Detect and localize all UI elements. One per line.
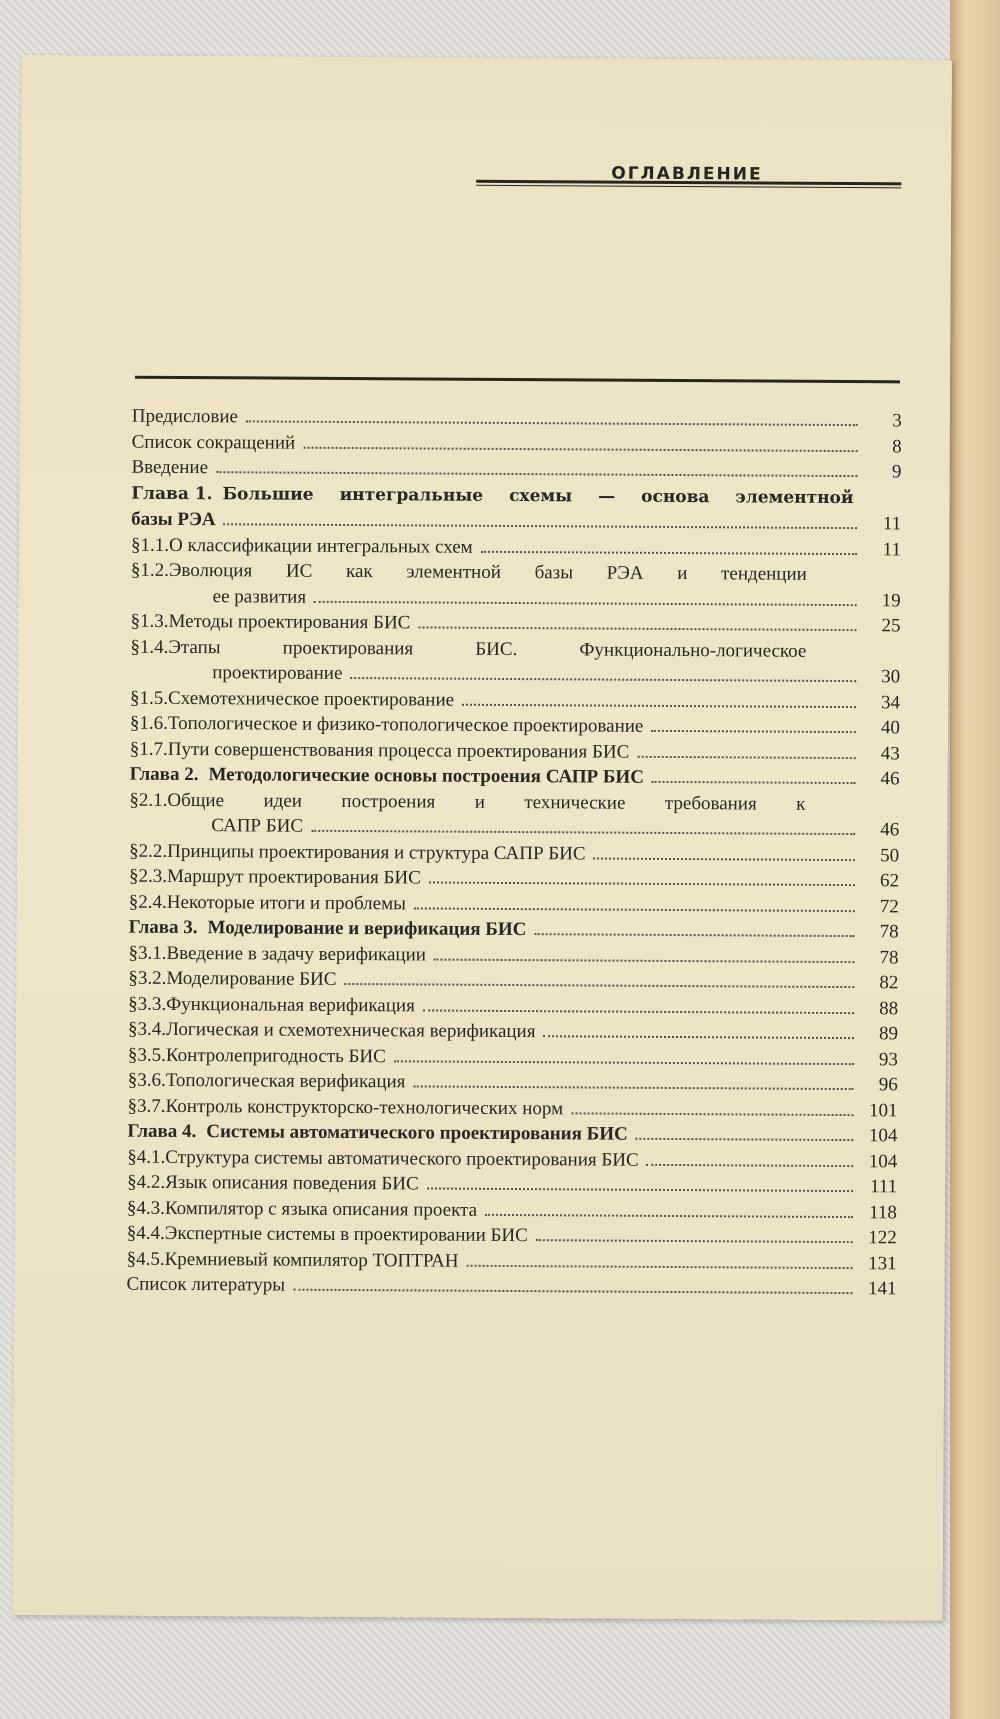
section-symbol: §: [127, 1069, 138, 1091]
toc-entry-text: Общие идеи построения и технические требования к: [167, 789, 806, 815]
page-number: 96: [878, 1074, 898, 1096]
toc-entry-text: Методы проектирования БИС: [168, 610, 411, 634]
page-title: ОГЛАВЛЕНИЕ: [611, 163, 763, 185]
leader-dots: [394, 1056, 854, 1065]
toc-entry-text: Контролепригодность БИС: [165, 1044, 386, 1067]
section-symbol: §: [128, 993, 138, 1015]
leader-dots: [418, 622, 856, 631]
page-number: 40: [880, 717, 900, 739]
toc-entry-text: Предисловие: [131, 405, 239, 428]
page-number: 89: [878, 1023, 899, 1045]
page-number: 82: [879, 972, 899, 994]
toc-entry-text: Введение: [131, 456, 209, 479]
chapter-label: Глава 2.: [129, 763, 199, 786]
section-symbol: §: [126, 1248, 137, 1270]
section-number: 1.3.: [139, 610, 169, 632]
leader-dots: [534, 929, 854, 937]
page-number: 43: [880, 742, 900, 764]
chapter-label: Глава 4.: [127, 1120, 197, 1143]
leader-dots: [485, 1209, 853, 1217]
section-symbol: §: [126, 1222, 137, 1244]
section-number: 4.1.: [136, 1146, 166, 1168]
toc-entry-text: Список литературы: [126, 1273, 286, 1296]
leader-dots: [543, 1031, 854, 1039]
page-number: 34: [880, 691, 901, 713]
page-number: 141: [867, 1278, 897, 1300]
toc-entry-text: Структура системы автоматического проектирования БИС: [165, 1146, 639, 1171]
section-number: 4.2.: [136, 1171, 166, 1193]
toc-entry-text: Схемотехническое проектирование: [168, 687, 455, 711]
section-symbol: §: [130, 610, 141, 632]
toc-entry-text: Эволюция ИС как элементной базы РЭА и тенденции: [168, 559, 807, 585]
section-number: 3.5.: [137, 1044, 166, 1066]
page-number: 72: [879, 895, 899, 917]
section-number: 1.6.: [139, 712, 168, 734]
leader-dots: [303, 442, 857, 451]
leader-dots: [637, 751, 855, 758]
toc-entry-text: Язык описания поведения БИС: [165, 1171, 419, 1195]
page-number: 118: [869, 1201, 898, 1223]
leader-dots: [434, 954, 855, 963]
section-symbol: §: [128, 891, 139, 913]
toc-entry-text: САПР БИС: [211, 815, 304, 837]
toc-entry-text: Топологическое и физико-топологическое проектирование: [167, 712, 644, 737]
leader-dots: [571, 1108, 853, 1116]
section-number: 2.1.: [138, 789, 168, 811]
page-number: 78: [879, 946, 899, 968]
toc-entry-text: Моделирование и верификация БИС: [207, 917, 527, 941]
toc-entry-text: ее развития: [212, 585, 307, 608]
toc-entry-text: Некоторые итоги и проблемы: [166, 891, 406, 914]
section-number: 3.4.: [137, 1018, 167, 1040]
section-symbol: §: [128, 942, 139, 964]
leader-dots: [466, 1260, 852, 1268]
section-symbol: §: [130, 534, 141, 556]
section-number: 4.5.: [136, 1248, 165, 1270]
toc-entry-text: Список сокращений: [131, 431, 296, 454]
section-number: 4.4.: [136, 1222, 165, 1244]
toc-entry-text: Пути совершенствования процесса проектирования БИС: [167, 738, 630, 763]
section-symbol: §: [127, 1095, 138, 1117]
section-symbol: §: [128, 865, 139, 887]
leader-dots: [344, 979, 854, 988]
leader-dots: [594, 853, 856, 861]
leader-dots: [293, 1285, 852, 1294]
section-number: 4.3.: [136, 1197, 166, 1219]
leader-dots: [427, 1183, 853, 1192]
section-symbol: §: [127, 1044, 138, 1066]
leader-dots: [413, 1081, 853, 1090]
toc-entry-text: Методологические основы построения САПР БИС: [208, 764, 645, 788]
page-number: 50: [880, 844, 900, 866]
page-number: 30: [881, 666, 901, 688]
section-symbol: §: [127, 1018, 138, 1040]
leader-dots: [651, 726, 856, 733]
page-number: 9: [891, 461, 902, 483]
leader-dots: [216, 467, 857, 477]
leader-dots: [429, 878, 855, 887]
toc-entry-text: Кремниевый компилятор ТОПТРАН: [164, 1248, 459, 1272]
toc-entry-text: Функциональная верификация: [166, 993, 415, 1016]
page-number: 111: [869, 1176, 898, 1198]
leader-dots: [462, 699, 856, 707]
page-number: 46: [880, 819, 900, 841]
toc-entry-text: Моделирование БИС: [166, 967, 337, 990]
page-number: 88: [879, 997, 899, 1019]
toc-entry-text: Системы автоматического проектирования БИС: [206, 1121, 628, 1145]
toc-entry-text: О классификации интегральных схем: [168, 534, 473, 558]
page-number: 131: [868, 1252, 897, 1274]
toc-entry-text: Логическая и схемотехническая верификация: [165, 1018, 536, 1043]
toc-entry-text: Контроль конструкторско-технологических норм: [165, 1095, 564, 1119]
leader-dots: [246, 416, 858, 426]
table-of-contents: [126, 404, 901, 1302]
leader-dots: [647, 1159, 854, 1166]
section-number: 2.3.: [138, 865, 168, 887]
section-number: 3.1.: [137, 942, 167, 964]
section-number: 3.7.: [137, 1095, 166, 1117]
book-edge: [950, 0, 1000, 1719]
section-symbol: §: [129, 840, 139, 862]
section-number: 3.3.: [137, 993, 167, 1015]
leader-dots: [311, 826, 855, 835]
toc-entry-text: проектирование: [212, 662, 343, 684]
section-symbol: §: [127, 1171, 137, 1193]
leader-dots: [224, 519, 858, 529]
book-page: [12, 55, 952, 1621]
section-number: 1.1.: [140, 534, 170, 556]
section-symbol: §: [129, 789, 140, 811]
toc-entry-text: Компилятор с языка описания проекта: [164, 1197, 478, 1221]
leader-dots: [314, 596, 857, 605]
page-number: 104: [868, 1125, 898, 1147]
section-number: 2.4.: [138, 891, 167, 913]
title-rule: [476, 180, 901, 189]
page-number: 104: [868, 1150, 898, 1172]
page-number: 101: [869, 1099, 898, 1121]
section-number: 1.5.: [139, 687, 169, 709]
section-symbol: §: [129, 738, 140, 760]
section-symbol: §: [130, 687, 140, 709]
section-symbol: §: [129, 712, 140, 734]
section-number: 2.2.: [138, 840, 168, 862]
leader-dots: [652, 777, 856, 784]
section-symbol: §: [127, 1146, 137, 1168]
section-symbol: §: [126, 1197, 137, 1219]
chapter-label: Глава 1.: [131, 483, 213, 504]
toc-entry-text: Топологическая верификация: [165, 1069, 406, 1093]
section-number: 3.2.: [137, 967, 167, 989]
leader-dots: [536, 1235, 853, 1243]
toc-entry-text: Маршрут проектирования БИС: [166, 865, 421, 889]
section-number: 1.7.: [139, 738, 168, 760]
toc-entry-text: базы РЭА: [131, 508, 216, 531]
page-number: 62: [879, 870, 900, 892]
leader-dots: [350, 673, 856, 682]
section-number: 3.6.: [137, 1069, 166, 1091]
toc-entry: [126, 1272, 896, 1302]
section-symbol: §: [130, 636, 140, 658]
toc-entry-text: Принципы проектирования и структура САПР БИС: [167, 840, 586, 864]
page-number: 19: [881, 589, 901, 611]
toc-entry-text: Экспертные системы в проектировании БИС: [164, 1222, 528, 1247]
page-number: 3: [892, 410, 902, 432]
toc-top-rule: [135, 376, 900, 384]
toc-entry-text: Большие интегральные схемы — основа элементной: [222, 483, 854, 508]
leader-dots: [481, 546, 857, 554]
section-number: 1.4.: [139, 636, 169, 658]
page-number: 25: [881, 615, 901, 637]
page-number: 11: [882, 513, 902, 535]
toc-entry-text: Введение в задачу верификации: [166, 942, 427, 965]
page-number: 8: [892, 435, 902, 457]
toc-entry-text: Этапы проектирования БИС. Функционально-логическое: [168, 636, 807, 662]
leader-dots: [414, 903, 855, 912]
leader-dots: [636, 1134, 854, 1141]
page-number: 93: [878, 1048, 898, 1070]
leader-dots: [423, 1005, 854, 1014]
page-number: 78: [879, 921, 899, 943]
chapter-label: Глава 3.: [128, 916, 198, 939]
section-number: 1.2.: [140, 559, 169, 581]
section-symbol: §: [130, 559, 141, 581]
page-number: 46: [880, 768, 900, 790]
page-number: 122: [868, 1227, 897, 1249]
section-symbol: §: [128, 967, 138, 989]
page-number: 11: [882, 538, 902, 560]
